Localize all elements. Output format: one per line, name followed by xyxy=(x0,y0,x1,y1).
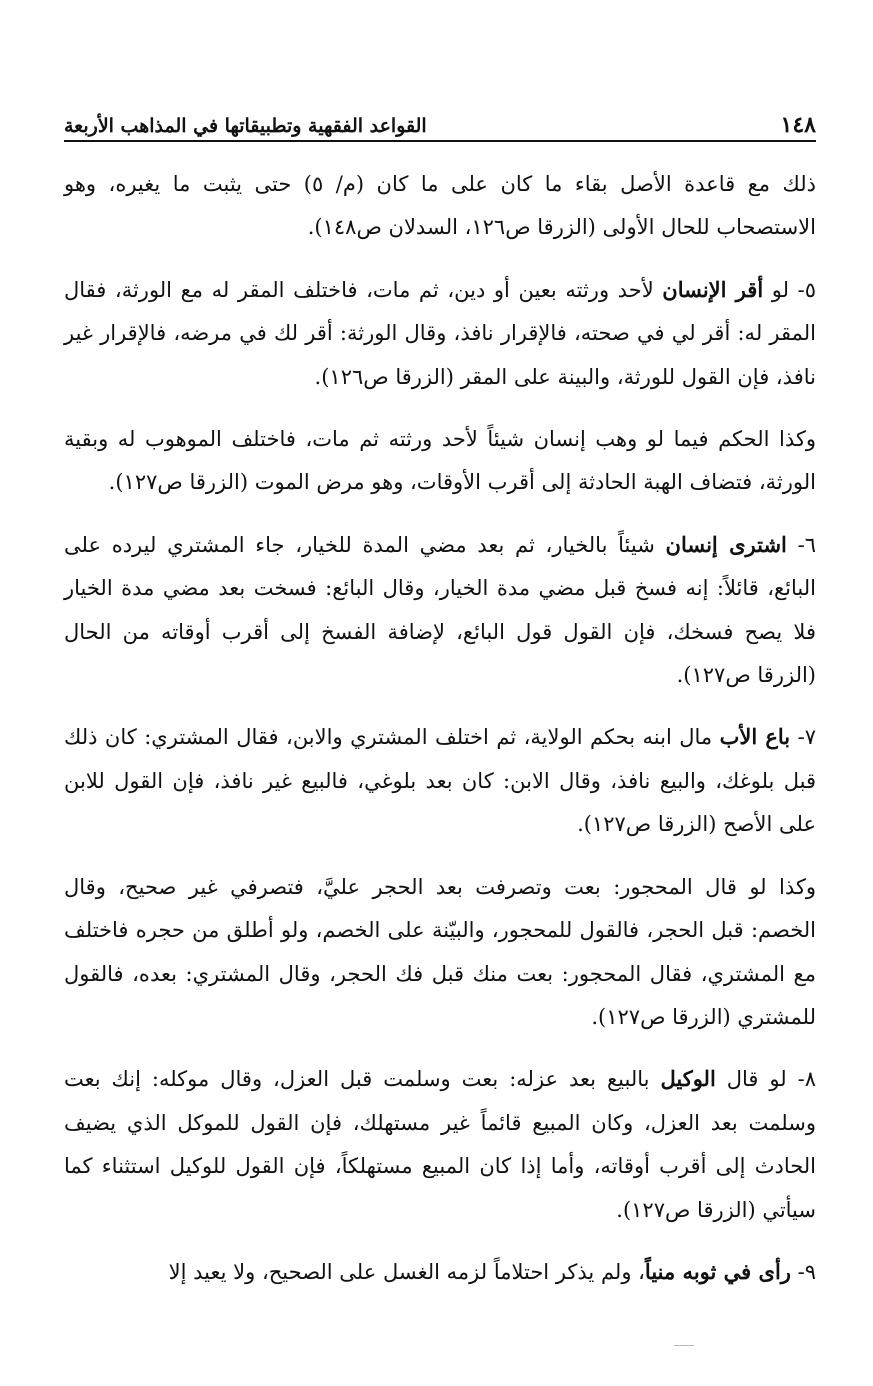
paragraph-2 xyxy=(64,268,816,399)
paragraph-7-text: بالبيع بعد عزله: بعت وسلمت قبل العزل، وقال موكله: إنك بعت وسلمت بعد العزل، وكان المبيع قائماً غير مستهلك، فإن القول للموكل الذي يضيف الحادث إلى أقرب أوقاته، وأما إذا كان المبيع مستهلكاً، فإن القول للوكيل استثناء كما سيأتي (الزرقا ص١٢٧). xyxy=(64,1067,817,1222)
paragraph-4-lead: ٦- xyxy=(786,532,816,557)
paragraph-3 xyxy=(64,417,816,505)
running-title: القواعد الفقهية وتطبيقاتها في المذاهب الأربعة xyxy=(64,115,427,137)
paragraph-5-lead: ٧- xyxy=(790,725,816,750)
paragraph-2-keyword: أقر الإنسان xyxy=(662,276,764,302)
page-number: ١٤٨ xyxy=(780,112,816,138)
paragraph-6-text: وكذا لو قال المحجور: بعت وتصرفت بعد الحجر عليَّ، فتصرفي غير صحيح، وقال الخصم: قبل الحجر، فالقول للمحجور، والبيّنة على الخصم، ولو أطلق من حجره فاختلف مع المشتري، فقال المحجور: بعت منك قبل فك الحجر، وقال المشتري: بعده، فالقول للمشتري (الزرقا ص١٢٧). xyxy=(64,874,816,1029)
paragraph-2-text: لأحد ورثته بعين أو دين، ثم مات، فاختلف المقر له مع الورثة، فقال المقر له: أقر لي في صحته، فالإقرار نافذ، وقال الورثة: أقر لك في مرضه، فالإقرار غير نافذ، فإن القول للورثة، والبينة على المقر (الزرقا ص١٢٦). xyxy=(64,277,816,389)
paragraph-1-text: ذلك مع قاعدة الأصل بقاء ما كان على ما كان (م/ ٥) حتى يثبت ما يغيره، وهو الاستصحاب للحال الأولى (الزرقا ص١٢٦، السدلان ص١٤٨). xyxy=(64,172,816,240)
paragraph-1 xyxy=(64,162,816,250)
paragraph-4 xyxy=(64,523,816,698)
paragraph-5-text: مال ابنه بحكم الولاية، ثم اختلف المشتري والابن، فقال المشتري: كان ذلك قبل بلوغك، والبيع نافذ، وقال الابن: كان بعد بلوغي، فالبيع غير نافذ، فإن القول للابن على الأصح (الزرقا ص١٢٧). xyxy=(64,725,816,837)
paragraph-7-keyword: الوكيل xyxy=(660,1066,716,1092)
paragraph-5 xyxy=(64,715,816,846)
paragraph-6 xyxy=(64,865,816,1040)
paragraph-8-text: ، ولم يذكر احتلاماً لزمه الغسل على الصحيح، ولا يعيد إلا xyxy=(168,1259,645,1284)
paragraph-2-lead: ٥- لو xyxy=(763,277,816,302)
page-body xyxy=(64,162,816,1294)
paragraph-3-text: وكذا الحكم فيما لو وهب إنسان شيئاً لأحد ورثته ثم مات، فاختلف الموهوب له وبقية الورثة، فتضاف الهبة الحادثة إلى أقرب الأوقات، وهو مرض الموت (الزرقا ص١٢٧). xyxy=(64,427,816,495)
paragraph-8-keyword: رأى في ثوبه منياً xyxy=(644,1258,791,1284)
paragraph-8-lead: ٩- xyxy=(790,1259,816,1284)
paragraph-4-keyword: اشترى إنسان xyxy=(665,531,787,557)
page-header xyxy=(64,100,816,142)
paragraph-8 xyxy=(64,1250,816,1294)
paragraph-4-text: شيئاً بالخيار، ثم بعد مضي المدة للخيار، جاء المشتري ليرده على البائع، قائلاً: إنه فسخ قبل مضي مدة الخيار، وقال البائع: فسخت بعد مضي مدة الخيار فلا يصح فسخك، فإن القول قول البائع، لإضافة الفسخ إلى أقرب أوقاته من الحال (الزرقا ص١٢٧). xyxy=(64,532,816,688)
scan-mark xyxy=(674,1345,694,1346)
paragraph-7-lead: ٨- لو قال xyxy=(715,1067,816,1092)
paragraph-5-keyword: باع الأب xyxy=(719,724,791,750)
paragraph-7 xyxy=(64,1057,816,1232)
